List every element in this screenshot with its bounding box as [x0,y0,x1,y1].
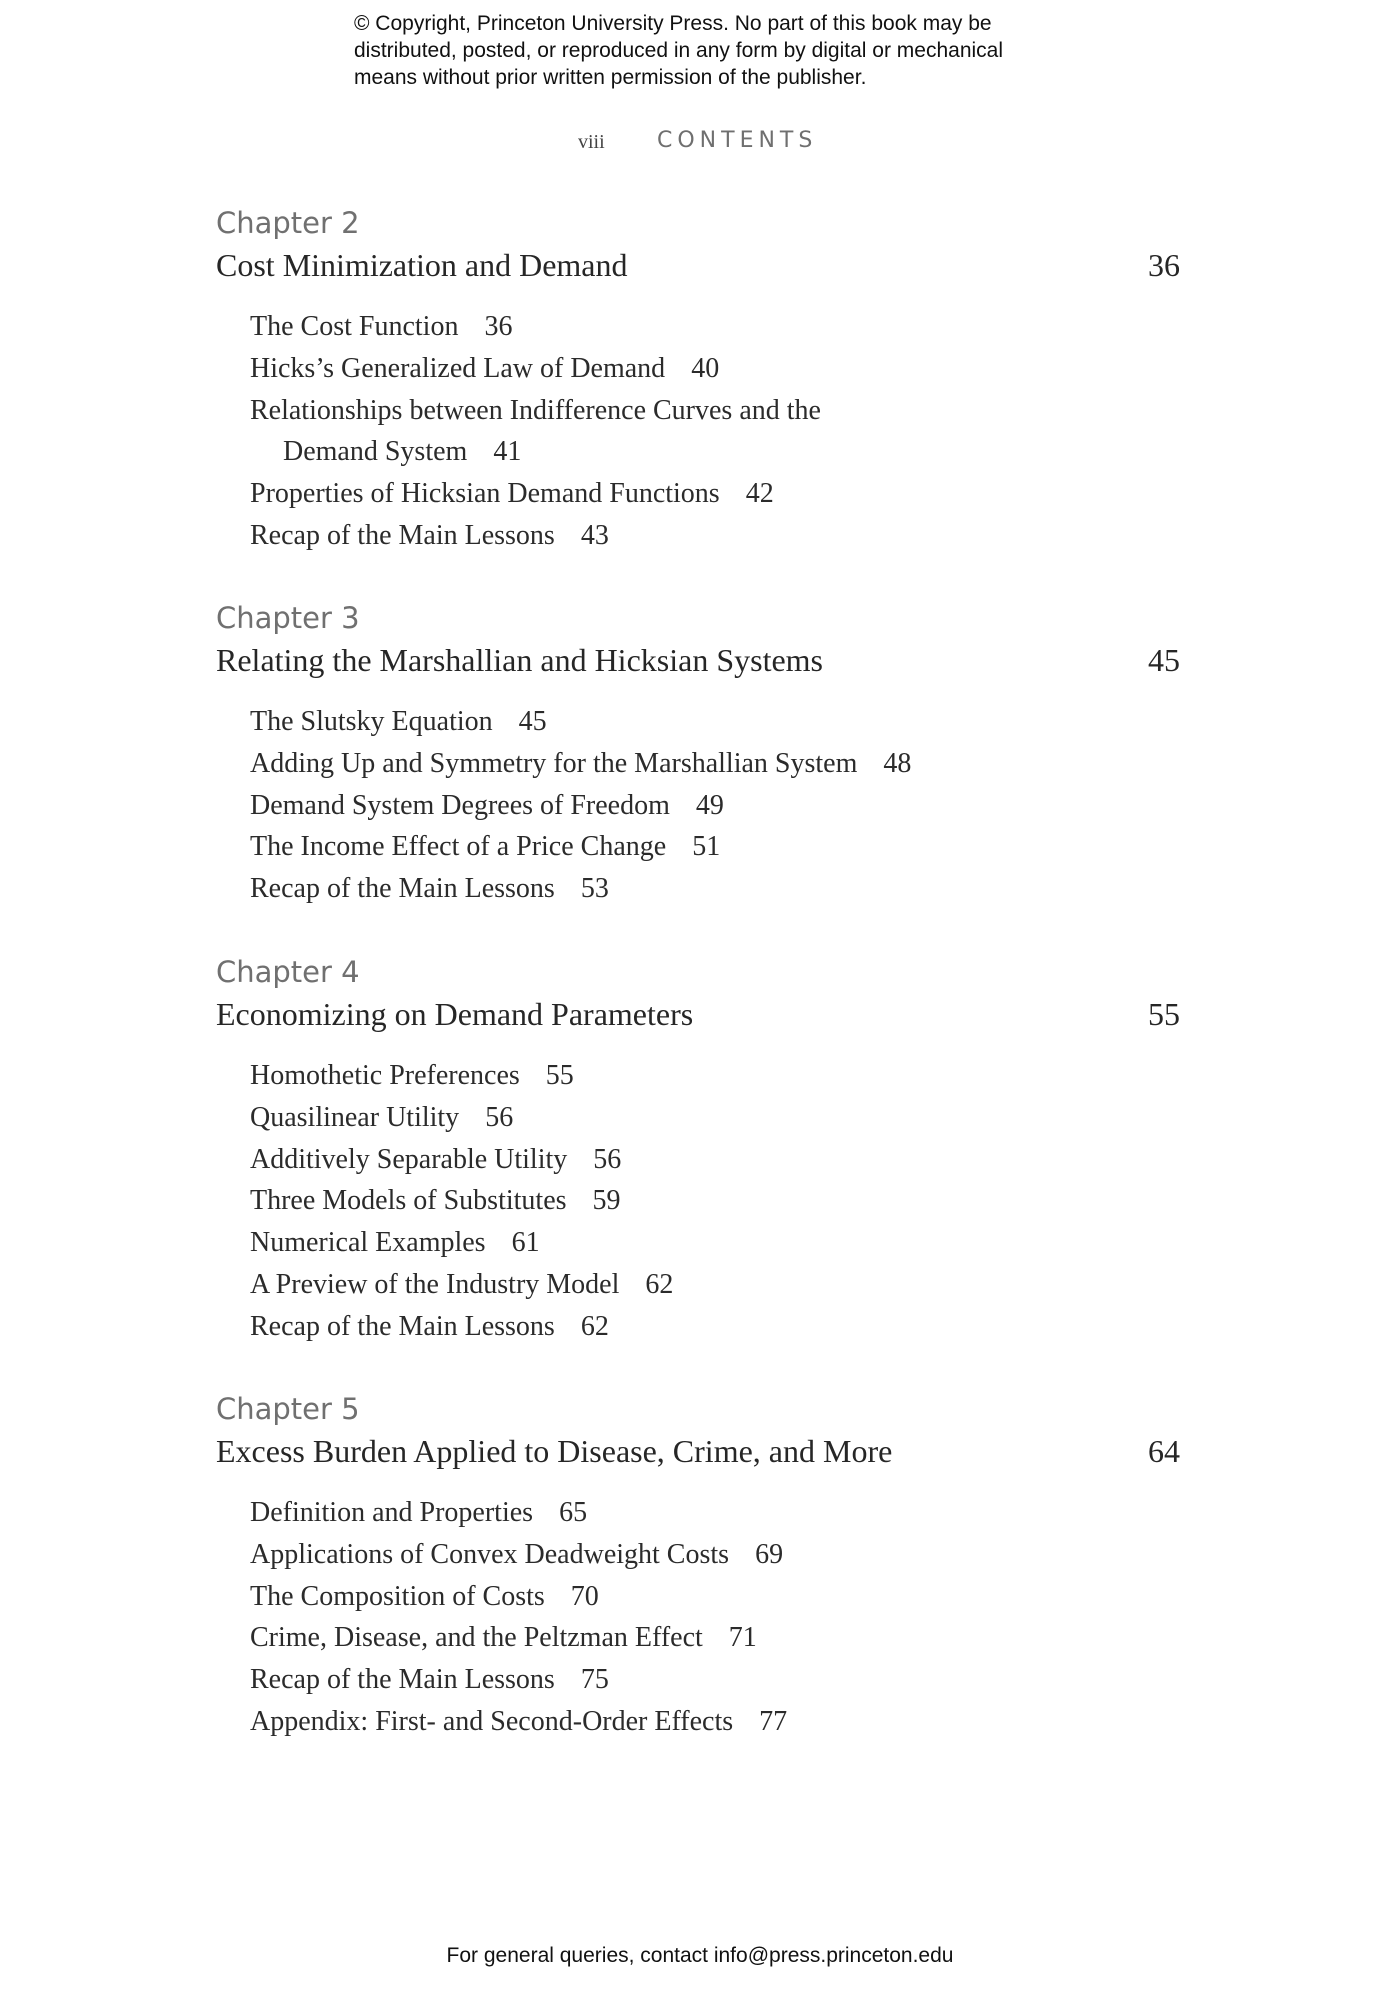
toc-entry [250,1576,1180,1618]
entry-title: Adding Up and Symmetry for the Marshallian System [250,747,858,779]
entry-title: The Cost Function [250,311,459,342]
entry-title: The Slutsky Equation [250,706,493,737]
entry-title-continued: Demand System [283,436,468,468]
chapter-title: Cost Minimization and Demand [216,247,628,283]
toc-entry [250,390,1180,432]
entry-title: Three Models of Substitutes [250,1185,567,1217]
entry-page-number: 56 [593,1143,622,1175]
entry-title: Applications of Convex Deadweight Costs [250,1538,730,1570]
toc-entry [250,701,1180,743]
section-title: CONTENTS [657,128,818,153]
entry-page-number: 69 [755,1538,784,1570]
entry-page-number: 40 [691,352,720,384]
entry-page-number: 62 [645,1268,674,1300]
entry-title: Definition and Properties [250,1497,534,1528]
entry-page-number: 53 [580,873,609,905]
entry-page-number: 59 [592,1185,621,1217]
entry-title: Demand System Degrees of Freedom [250,789,670,821]
entry-title: Recap of the Main Lessons [250,519,555,551]
toc-entry [250,868,1180,910]
toc-entry [250,1492,1180,1534]
chapter-page-number: 64 [1148,1433,1180,1469]
entry-page-number: 75 [580,1664,609,1696]
running-head [0,128,1400,158]
entry-title: Recap of the Main Lessons [250,1664,555,1696]
entry-title: Crime, Disease, and the Peltzman Effect [250,1622,703,1654]
toc-entry [250,1222,1180,1264]
toc-entry-continuation [250,431,1180,473]
copyright-notice [354,10,1114,91]
entry-page-number: 51 [692,831,721,863]
entry-page-number: 42 [745,478,774,510]
chapter-heading [216,1430,1180,1472]
entry-page-number: 56 [485,1101,514,1133]
toc-entry [250,1659,1180,1701]
chapter-heading [216,244,1180,286]
chapter-page-number: 36 [1148,247,1180,283]
entry-page-number: 55 [545,1060,574,1091]
chapter-2 [216,202,1180,557]
chapter-title: Economizing on Demand Parameters [216,996,694,1032]
entry-page-number: 77 [759,1705,788,1737]
toc-entry [250,1097,1180,1139]
entry-title: Homothetic Preferences [250,1060,520,1091]
copyright-line: distributed, posted, or reproduced in any form by digital or mechanical [354,39,1004,62]
toc-entry [250,473,1180,515]
entry-title: Hicks’s Generalized Law of Demand [250,352,666,384]
toc-entry [250,1701,1180,1743]
section-list [216,306,1180,557]
section-list [216,701,1180,910]
entry-page-number: 49 [695,789,724,821]
entry-page-number: 62 [580,1310,609,1342]
toc-entry [250,1306,1180,1348]
section-list [216,1492,1180,1743]
footer-contact: For general queries, contact info@press.princeton.edu [446,1944,954,1967]
entry-title: Additively Separable Utility [250,1143,568,1175]
entry-page-number: 65 [559,1497,588,1528]
copyright-line: © Copyright, Princeton University Press. No part of this book may be [354,12,992,35]
entry-page-number: 48 [883,747,912,779]
entry-title: A Preview of the Industry Model [250,1268,620,1300]
chapter-3 [216,597,1180,910]
entry-title: Recap of the Main Lessons [250,873,555,905]
entry-title: Recap of the Main Lessons [250,1310,555,1342]
entry-title: Quasilinear Utility [250,1101,460,1133]
chapter-heading [216,639,1180,681]
chapter-label: Chapter 3 [216,601,360,635]
chapter-5 [216,1388,1180,1743]
toc-entry [250,1139,1180,1181]
chapter-title: Excess Burden Applied to Disease, Crime, and More [216,1433,893,1469]
entry-page-number: 61 [511,1227,540,1259]
entry-title: The Income Effect of a Price Change [250,831,667,863]
toc-entry [250,785,1180,827]
toc-entry [250,826,1180,868]
toc-entry [250,743,1180,785]
entry-page-number: 71 [728,1622,757,1654]
toc-entry [250,306,1180,348]
entry-page-number: 41 [493,436,522,468]
toc-entry [250,1180,1180,1222]
copyright-line: means without prior written permission of the publisher. [354,66,867,89]
entry-title: Appendix: First- and Second-Order Effects [250,1705,734,1737]
toc-entry [250,348,1180,390]
chapter-page-number: 45 [1148,642,1180,678]
entry-title: Numerical Examples [250,1227,486,1259]
chapter-4 [216,951,1180,1348]
entry-title: Relationships between Indifference Curves and the [250,394,821,426]
entry-title: Properties of Hicksian Demand Functions [250,478,720,510]
chapter-heading [216,993,1180,1035]
toc-entry [250,515,1180,557]
chapter-page-number: 55 [1148,996,1180,1032]
page-number: viii [578,131,605,153]
toc-entry [250,1617,1180,1659]
entry-title: The Composition of Costs [250,1580,545,1612]
section-list [216,1055,1180,1348]
chapter-label: Chapter 2 [216,206,360,240]
entry-page-number: 36 [484,311,513,342]
entry-page-number: 70 [570,1580,599,1612]
chapter-label: Chapter 4 [216,955,360,989]
chapter-label: Chapter 5 [216,1392,360,1426]
toc-entry [250,1264,1180,1306]
toc-entry [250,1055,1180,1097]
entry-page-number: 45 [518,706,547,737]
chapter-title: Relating the Marshallian and Hicksian Systems [216,642,823,678]
toc-entry [250,1534,1180,1576]
entry-page-number: 43 [580,519,609,551]
